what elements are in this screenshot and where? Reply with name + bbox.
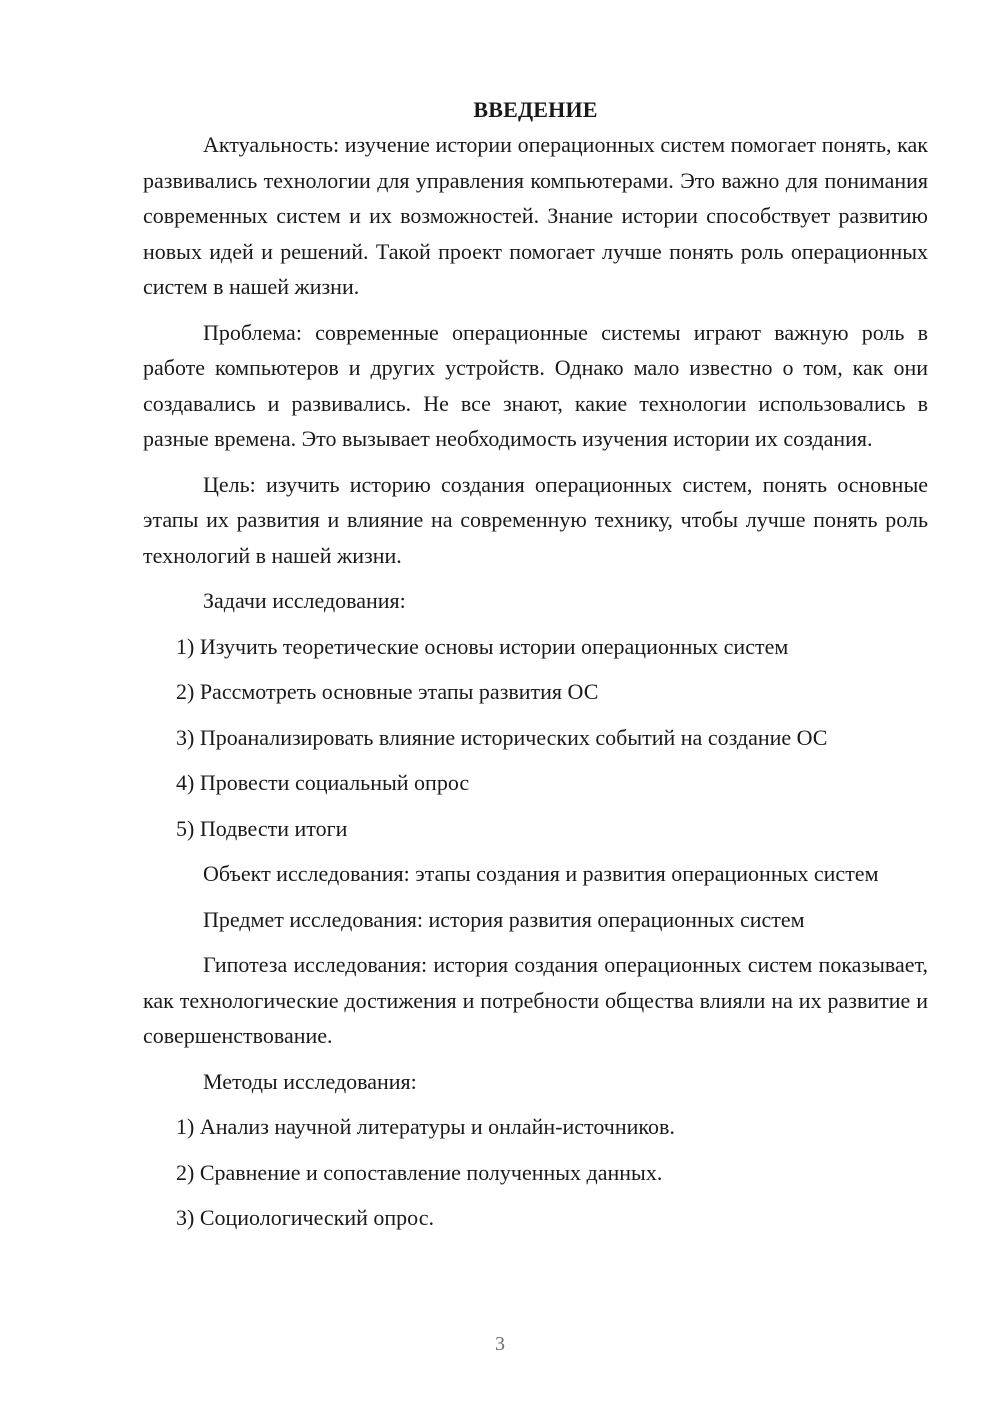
method-item: 3) Социологический опрос. bbox=[176, 1205, 434, 1230]
task-item: 3) Проанализировать влияние исторических событий на создание ОС bbox=[176, 724, 828, 750]
task-item: 5) Подвести итоги bbox=[176, 815, 348, 841]
method-item: 2) Сравнение и сопоставление полученных данных. bbox=[176, 1159, 663, 1185]
object-paragraph: Объект исследования: этапы создания и развития операционных систем bbox=[203, 861, 879, 886]
problem-paragraph: Проблема: современные операционные системы играют важную роль в работе компьютеров и других устройств. Однако мало известно о том, как они создавались и развивались. Не все знают, какие технологии использовались в разные времена. Это вызывает необходимость изучения истории их создания. bbox=[143, 319, 928, 451]
task-item: 1) Изучить теоретические основы истории операционных систем bbox=[176, 633, 789, 659]
tasks-heading: Задачи исследования: bbox=[203, 588, 406, 613]
goal-paragraph: Цель: изучить историю создания операционных систем, понять основные этапы их развития и влияние на современную технику, чтобы лучше понять роль технологий в нашей жизни. bbox=[143, 471, 928, 568]
page-number: 3 bbox=[495, 1333, 505, 1355]
relevance-paragraph: Актуальность: изучение истории операционных систем помогает понять, как развивались технологии для управления компьютерами. Это важно для понимания современных систем и их возможностей. Знание истории способствует развитию новых идей и решений. Такой проект помогает лучше понять роль операционных систем в нашей жизни. bbox=[143, 132, 928, 299]
page-title: ВВЕДЕНИЕ bbox=[473, 97, 598, 122]
hypothesis-paragraph: Гипотеза исследования: история создания операционных систем показывает, как технологические достижения и потребности общества влияли на их развитие и совершенствование. bbox=[143, 952, 928, 1048]
task-item: 2) Рассмотреть основные этапы развития ОС bbox=[176, 679, 599, 704]
task-item: 4) Провести социальный опрос bbox=[176, 770, 470, 795]
document-page bbox=[143, 92, 928, 1236]
methods-heading: Методы исследования: bbox=[203, 1068, 417, 1094]
method-item: 1) Анализ научной литературы и онлайн-источников. bbox=[176, 1114, 675, 1139]
subject-paragraph: Предмет исследования: история развития операционных систем bbox=[203, 906, 805, 932]
